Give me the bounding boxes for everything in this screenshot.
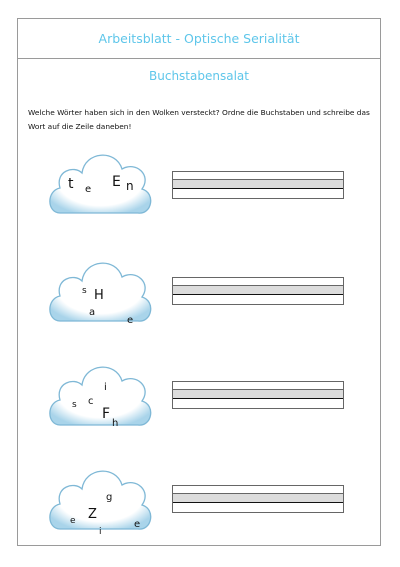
- letter-tile: F: [102, 406, 111, 422]
- letter-tile: Z: [88, 507, 97, 522]
- exercise-1: [18, 141, 380, 231]
- exercise-4: [18, 453, 380, 543]
- letter-tile: g: [106, 492, 113, 503]
- worksheet: [17, 18, 381, 546]
- exercise-2: [18, 245, 380, 335]
- letter-tile: n: [126, 179, 134, 193]
- letter-tile: E: [112, 174, 121, 190]
- letter-tile: h: [112, 418, 119, 429]
- cloud-icon: [44, 349, 154, 429]
- cloud-icon: [44, 245, 154, 325]
- section-title: Buchstabensalat: [149, 69, 249, 83]
- letter-tile: a: [89, 307, 96, 318]
- letter-tile: e: [127, 315, 134, 326]
- letter-tile: c: [88, 396, 94, 407]
- letter-tile: t: [68, 176, 74, 192]
- letter-tile: s: [82, 286, 87, 296]
- worksheet-title: Arbeitsblatt - Optische Serialität: [18, 19, 380, 59]
- answer-line[interactable]: [172, 277, 344, 305]
- letter-tile: i: [99, 527, 102, 537]
- letter-tile: i: [104, 382, 107, 393]
- answer-line[interactable]: [172, 381, 344, 409]
- cloud-icon: [44, 141, 154, 221]
- instructions-text: Welche Wörter haben sich in den Wolken versteckt? Ordne die Buchstaben und schreibe das Wort auf die Zeile daneben!: [28, 108, 370, 131]
- letter-tile: e: [85, 184, 92, 195]
- letter-tile: H: [94, 288, 104, 303]
- exercise-3: [18, 349, 380, 439]
- letter-tile: e: [134, 519, 141, 530]
- answer-line[interactable]: [172, 171, 344, 199]
- letter-tile: s: [72, 400, 77, 410]
- answer-line[interactable]: [172, 485, 344, 513]
- letter-tile: e: [70, 516, 76, 526]
